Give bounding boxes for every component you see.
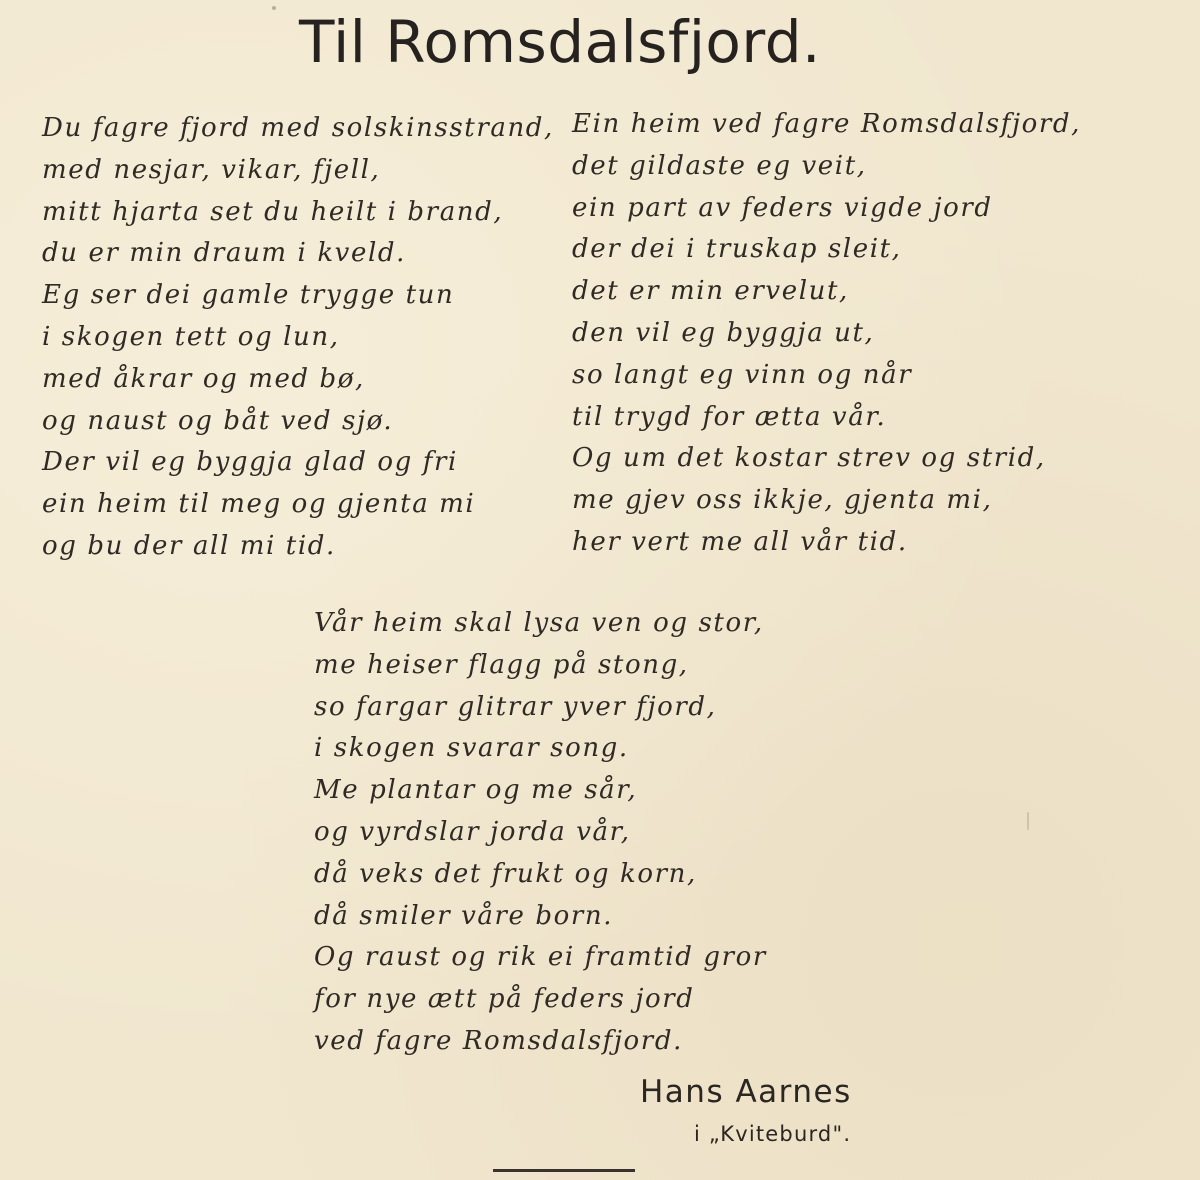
verse-line: du er min draum i kveld.: [42, 238, 406, 269]
verse-line: og bu der all mi tid.: [42, 530, 336, 561]
verse-line: mitt hjarta set du heilt i brand,: [42, 196, 504, 227]
verse-line: so langt eg vinn og når: [572, 359, 913, 390]
paper-speck: [1027, 812, 1029, 830]
verse-line: Der vil eg byggja glad og fri: [42, 447, 458, 478]
verse-line: ved fagre Romsdalsfjord.: [314, 1025, 683, 1056]
verse-line: Og um det kostar strev og strid,: [572, 443, 1046, 474]
verse-line: for nye ætt på feders jord: [314, 984, 695, 1015]
author-name: Hans Aarnes: [640, 1074, 852, 1110]
stanza-3: [314, 603, 767, 1063]
verse-line: det er min ervelut,: [572, 276, 849, 307]
verse-line: det gildaste eg veit,: [572, 150, 867, 181]
verse-line: til trygd for ætta vår.: [572, 401, 887, 432]
verse-line: me heiser flagg på stong,: [314, 649, 689, 680]
verse-line: då veks det frukt og korn,: [314, 858, 697, 889]
verse-line: ein heim til meg og gjenta mi: [42, 489, 476, 520]
closing-rule: [493, 1169, 635, 1172]
paper-speck: [272, 6, 276, 10]
verse-line: og vyrdslar jorda vår,: [314, 816, 631, 847]
verse-line: med åkrar og med bø,: [42, 363, 365, 394]
verse-line: den vil eg byggja ut,: [572, 317, 875, 348]
verse-line: ein part av feders vigde jord: [572, 192, 993, 223]
verse-line: Og raust og rik ei framtid gror: [314, 942, 767, 973]
verse-line: Eg ser dei gamle trygge tun: [42, 280, 455, 311]
verse-line: der dei i truskap sleit,: [572, 234, 902, 265]
verse-line: Du fagre fjord med solskinsstrand,: [42, 113, 554, 143]
verse-line: i skogen tett og lun,: [42, 321, 340, 352]
verse-line: me gjev oss ikkje, gjenta mi,: [572, 485, 993, 516]
verse-line: Vår heim skal lysa ven og stor,: [314, 608, 764, 638]
verse-line: Me plantar og me sår,: [314, 775, 638, 806]
verse-line: med nesjar, vikar, fjell,: [42, 154, 381, 185]
verse-line: so fargar glitrar yver fjord,: [314, 691, 717, 722]
verse-line: her vert me all vår tid.: [572, 526, 908, 557]
verse-line: Ein heim ved fagre Romsdalsfjord,: [572, 109, 1082, 139]
stanza-1: [42, 108, 554, 568]
poem-title: Til Romsdalsfjord.: [299, 8, 821, 76]
verse-line: då smiler våre born.: [314, 900, 614, 931]
stanza-2: [572, 104, 1081, 564]
verse-line: og naust og båt ved sjø.: [42, 405, 394, 436]
verse-line: i skogen svarar song.: [314, 733, 629, 764]
source-attribution: i „Kviteburd".: [694, 1122, 852, 1146]
